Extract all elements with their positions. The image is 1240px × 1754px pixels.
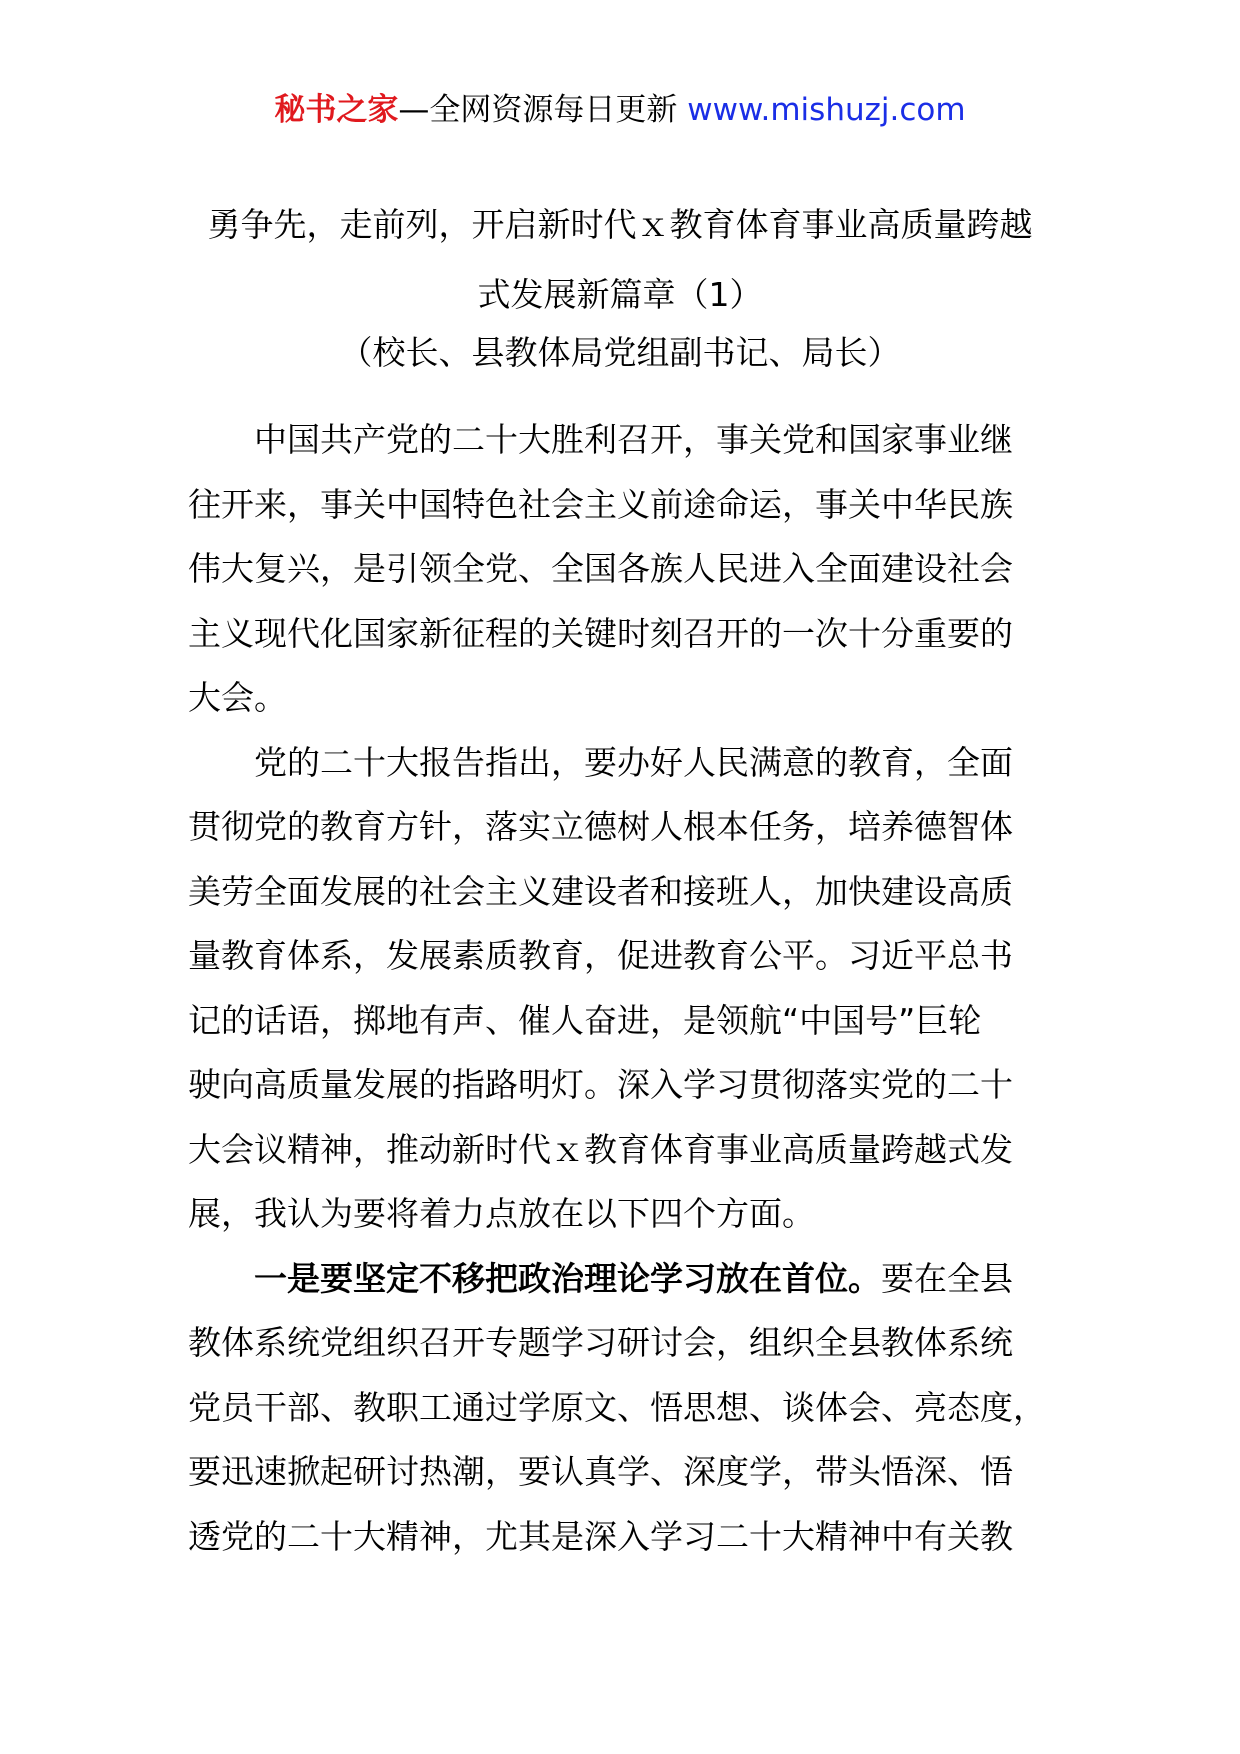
paragraph-3-first-line-rest: 要在全县 (881, 1258, 1013, 1298)
header-tagline: —全网资源每日更新 (398, 92, 678, 128)
document-title (190, 190, 1050, 330)
paragraph-1-line: 主义现代化国家新征程的关键时刻召开的一次十分重要的 (188, 613, 1013, 653)
paragraph-3-line: 透党的二十大精神，尤其是深入学习二十大精神中有关教 (188, 1516, 1013, 1556)
header-url[interactable]: www.mishuzj.com (687, 92, 966, 128)
paragraph-2-line: 大会议精神，推动新时代ｘ教育体育事业高质量跨越式发 (188, 1129, 1013, 1169)
paragraph-2-line: 贯彻党的教育方针，落实立德树人根本任务，培养德智体 (188, 807, 1013, 846)
paragraph-1-line: 中国共产党的二十大胜利召开，事关党和国家事业继 (254, 420, 1013, 459)
paragraph-2-line: 美劳全面发展的社会主义建设者和接班人，加快建设高质 (188, 871, 1013, 911)
paragraph-1-line: 大会。 (188, 678, 287, 717)
paragraph-3-line: 党员干部、教职工通过学原文、悟思想、谈体会、亮态度， (188, 1387, 1046, 1427)
document-body (188, 408, 1068, 1569)
paragraph-2-line: 党的二十大报告指出，要办好人民满意的教育，全面 (254, 742, 1013, 782)
title-line-1: 勇争先，走前列，开启新时代ｘ教育体育事业高质量跨越 (207, 205, 1033, 244)
paragraph-1-line: 往开来，事关中国特色社会主义前途命运，事关中华民族 (188, 484, 1013, 524)
paragraph-3-line: 要迅速掀起研讨热潮，要认真学、深度学，带头悟深、悟 (188, 1452, 1013, 1491)
paragraph-3-first-line (188, 1247, 1068, 1312)
site-header (0, 88, 1240, 132)
brand-name: 秘书之家 (274, 92, 399, 128)
document-subtitle: （校长、县教体局党组副书记、局长） (339, 333, 901, 372)
paragraph-1-line: 伟大复兴，是引领全党、全国各族人民进入全面建设社会 (188, 549, 1013, 588)
paragraph-2-line: 驶向高质量发展的指路明灯。深入学习贯彻落实党的二十 (188, 1065, 1013, 1104)
paragraph-2-line: 记的话语，掷地有声、催人奋进，是领航“中国号”巨轮 (188, 1000, 982, 1040)
title-line-2: 式发展新篇章（1） (477, 275, 763, 314)
paragraph-2-line: 展，我认为要将着力点放在以下四个方面。 (188, 1194, 815, 1233)
paragraph-3-line: 教体系统党组织召开专题学习研讨会，组织全县教体系统 (188, 1323, 1013, 1362)
paragraph-2-line: 量教育体系，发展素质教育，促进教育公平。习近平总书 (188, 936, 1013, 975)
paragraph-3-bold-lead: 一是要坚定不移把政治理论学习放在首位。 (254, 1258, 881, 1298)
